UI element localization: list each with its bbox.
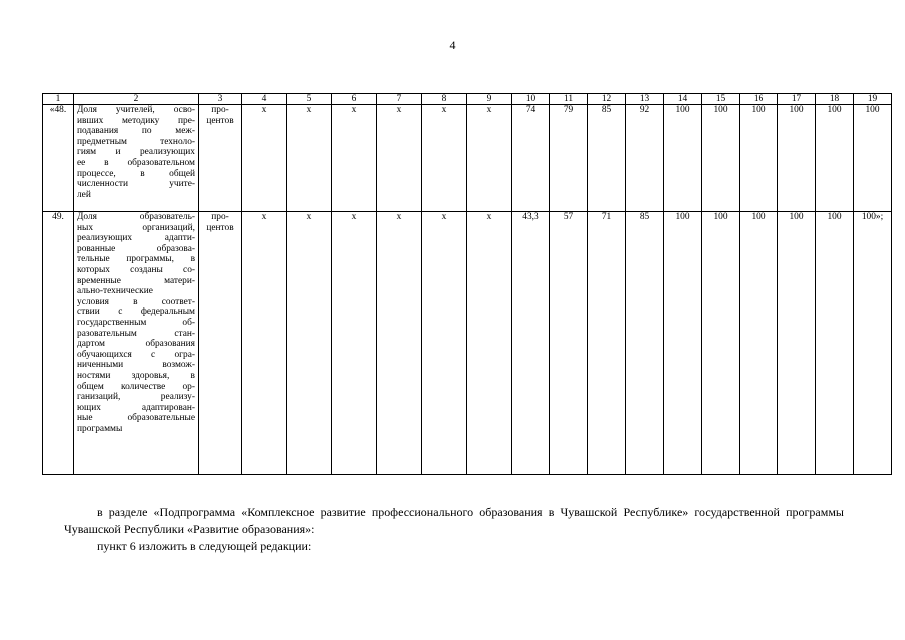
description-line: ющих адаптирован- [77,402,195,413]
unit-line: центов [206,115,234,126]
header-cell: 6 [332,94,377,105]
description-line: численности учите- [77,179,195,190]
unit-line: про- [211,212,229,222]
value-cell: х [377,212,422,475]
value-cell: х [242,212,287,475]
value-cell: 100 [740,105,778,212]
unit-line: центов [206,222,234,233]
description-line: программы [77,423,123,434]
table-row [43,105,892,212]
header-cell: 3 [199,94,242,105]
header-cell: 8 [422,94,467,105]
description-line: дартом образования [77,339,195,350]
value-cell: 92 [626,105,664,212]
header-cell: 18 [816,94,854,105]
description-line: общем количестве ор- [77,381,195,392]
value-cell: 100 [740,212,778,475]
description-line: государственным об- [77,317,195,328]
description-line: ивших методику пре- [77,115,195,126]
description-line: Доля учителей, осво- [77,105,195,115]
value-cell: х [332,212,377,475]
header-cell: 2 [74,94,199,105]
description-line: лей [77,189,91,200]
value-cell: х [287,212,332,475]
table-row [43,212,892,475]
value-cell: 74 [512,105,550,212]
paragraph-section-reference: в разделе «Подпрограмма «Комплексное развитие профессионального образования в Чувашской Республике» государственной программы Чувашской Республики «Развитие образования»: [64,505,844,536]
paragraph-instruction: пункт 6 изложить в следующей редакции: [97,539,312,553]
indicator-description [74,105,199,212]
value-cell: х [242,105,287,212]
description-line: временные матери- [77,275,195,286]
value-cell: 85 [588,105,626,212]
unit-line: про- [211,105,229,115]
indicator-description [74,212,199,475]
value-cell: 100 [816,212,854,475]
header-cell: 14 [664,94,702,105]
header-cell: 16 [740,94,778,105]
row-number: 49. [43,212,74,475]
value-cell: х [332,105,377,212]
value-cell: 100 [778,212,816,475]
header-cell: 5 [287,94,332,105]
header-cell: 7 [377,94,422,105]
value-cell: х [467,105,512,212]
description-line: ствии с федеральным [77,307,195,318]
description-line: предметным техноло- [77,136,195,147]
description-line: ее в образовательном [77,157,195,168]
indicators-table [42,93,892,475]
header-cell: 19 [854,94,892,105]
description-line: разовательным стан- [77,328,195,339]
description-line: ально-технические [77,286,153,297]
value-cell: 71 [588,212,626,475]
value-cell: 100 [702,105,740,212]
description-line: подавания по меж- [77,126,195,137]
description-line: реализующих адапти- [77,233,195,244]
value-cell: 100 [778,105,816,212]
description-line: процессе, в общей [77,168,195,179]
header-cell: 10 [512,94,550,105]
description-line: ганизаций, реализу- [77,392,195,403]
value-cell: х [422,212,467,475]
value-cell: 85 [626,212,664,475]
description-line: ниченными возмож- [77,360,195,371]
header-cell: 17 [778,94,816,105]
value-cell: 79 [550,105,588,212]
value-cell: 100 [702,212,740,475]
header-cell: 9 [467,94,512,105]
description-line: рованные образова- [77,243,195,254]
value-cell: 100 [854,105,892,212]
value-cell: х [377,105,422,212]
value-cell: 100 [816,105,854,212]
value-cell: х [422,105,467,212]
value-cell: х [467,212,512,475]
value-cell: 100 [664,212,702,475]
description-line: Доля образователь- [77,212,195,222]
value-cell: 57 [550,212,588,475]
header-cell: 11 [550,94,588,105]
value-cell: х [287,105,332,212]
table-header-row [43,94,892,105]
description-line: которых созданы со- [77,264,195,275]
description-line: гиям и реализующих [77,147,195,158]
value-cell: 43,3 [512,212,550,475]
header-cell: 12 [588,94,626,105]
header-cell: 15 [702,94,740,105]
header-cell: 1 [43,94,74,105]
description-line: обучающихся с огра- [77,349,195,360]
description-line: ных организаций, [77,222,195,233]
unit-cell [199,212,242,475]
header-cell: 4 [242,94,287,105]
description-line: тельные программы, в [77,254,195,265]
header-cell: 13 [626,94,664,105]
description-line: условия в соответ- [77,296,195,307]
description-line: ностями здоровья, в [77,370,195,381]
unit-cell [199,105,242,212]
row-number: «48. [43,105,74,212]
description-line: ные образовательные [77,413,195,424]
value-cell: 100»; [854,212,892,475]
value-cell: 100 [664,105,702,212]
page-number: 4 [449,38,456,52]
